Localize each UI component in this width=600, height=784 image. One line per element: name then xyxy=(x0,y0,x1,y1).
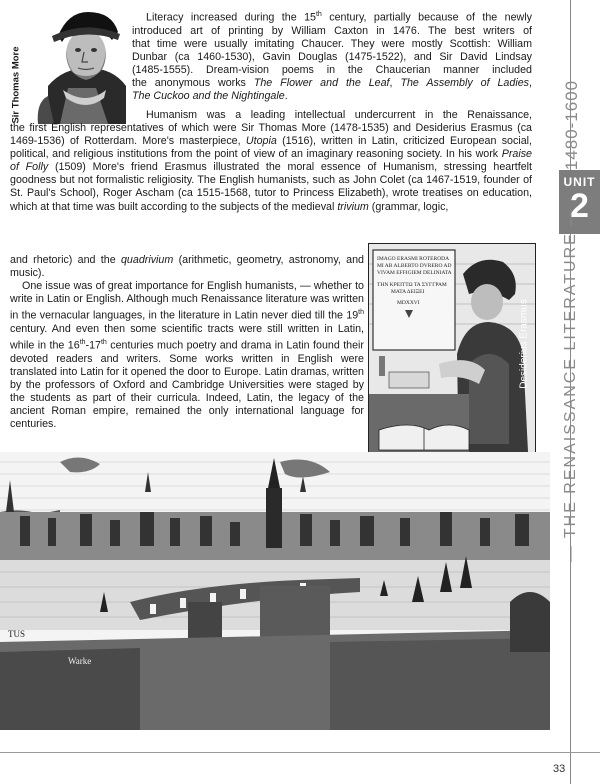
sidebar-years: 1480-1600 xyxy=(562,79,581,171)
erasmus-caption: Desiderius Erasmus xyxy=(518,299,530,389)
text-line: that time were usually imitating Chaucer. They were mostly Scottish: William xyxy=(132,37,532,50)
text-line: The Cuckoo and the Nightingale. xyxy=(132,90,288,103)
london-panorama-engraving xyxy=(0,452,550,730)
inscription-line: MDXXVI xyxy=(397,300,420,306)
inscription-line: ΜΑΤΑ ΔΕΙΞΕΙ xyxy=(391,289,425,295)
text-line: the anonymous works The Flower and the Leaf, The Assembly of Ladies, xyxy=(132,77,532,90)
erasmus-engraving xyxy=(368,243,536,472)
thomas-more-portrait xyxy=(8,6,130,124)
text-line: (1485-1555). Dream-vision poems in the Chaucerian manner included xyxy=(132,63,532,76)
sidebar-title: — THE RENAISSANCE LITERATURE — xyxy=(562,207,579,563)
paragraph-humanism-first-line: Humanism was a leading intellectual undercurrent in the Renaissance, xyxy=(146,109,532,121)
text-line: introduced art of printing by William Caxton in 1476. The best writers of xyxy=(132,24,532,37)
paragraph-humanism: the first English representatives of which were Sir Thomas More (1478-1535) and Desiderius Erasmus (ca 1469-1536) of Rotterdam. More's masterpiece, Utopia (1516), written in Latin, criticized European social, political, and religious institutions from the point of view of an imaginary reasoning society. In his work Praise of Folly (1509) More's friend Erasmus illustrated the moral essence of Humanism, stressing heartfelt goodness but not formalistic religiosity. The English humanists, such as John Colet (ca 1467-1519, founder of St. Paul's School), Roger Ascham (ca 1515-1568, tutor to Princess Elizabeth), wrote treatises on education, which at that time was built according to the subjects of the medieval trivium (grammar, logic, xyxy=(10,122,532,213)
engraving-label: TUS xyxy=(8,629,26,639)
inscription-line: IMAGO ERASMI ROTERODA xyxy=(377,256,450,262)
engraving-label: Warke xyxy=(68,656,92,666)
text-line: Literacy increased during the 15th century, partially because of the newly xyxy=(146,11,532,24)
erasmus-illustration xyxy=(369,244,535,471)
page-number: 33 xyxy=(553,763,566,775)
inscription-line: ΤΗΝ ΚΡΕΙΤΤΩ ΤΑ ΣΥΓΓΡΑΜ xyxy=(377,282,447,288)
paragraph-printing xyxy=(132,8,532,103)
footer-divider xyxy=(0,752,600,753)
paragraph-latin: and rhetoric) and the quadrivium (arithmetic, geometry, astronomy, and music). One issue was of great importance for English humanists, — whether to write in Latin or English. Although much Renaissance literature was written in the vernacular languages, in the literature in Latin never died till the 19th century. And even then some scientific tracts were still written in Latin, while in the 16th-17th centuries much poetry and drama in Latin found their devoted readers and writers. Some works written in English were translated into Latin for it opened the door to Europe. Latin dramas, written by the professors of Oxford and Cambridge Universities were staged by the students as part of their curricula. Indeed, Latin, the legacy of the ancient Roman empire, remained the only international language for centuries. xyxy=(10,254,364,431)
portrait-caption: Sir Thomas More xyxy=(10,46,22,124)
inscription-line: MI AB ALBERTO DVRERO AD xyxy=(377,263,452,269)
text-line: Dunbar (ca 1460-1530), Gavin Douglas (1475-1522), and Sir David Lindsay xyxy=(132,50,532,63)
inscription-line: VIVAM EFFIGIEM DELINIATA xyxy=(377,270,452,276)
unit-label: UNIT xyxy=(563,175,596,189)
unit-number: 2 xyxy=(570,187,589,225)
